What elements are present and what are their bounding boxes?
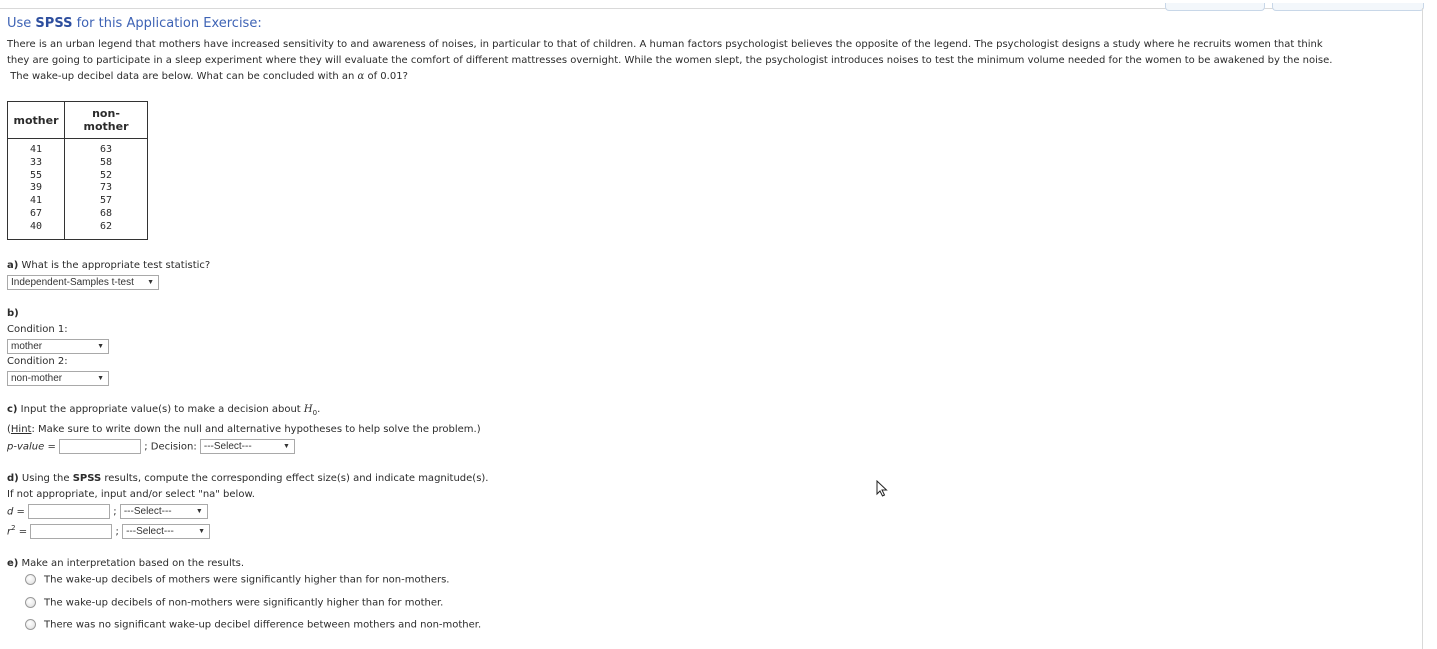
h0-symbol: H xyxy=(303,404,313,415)
hint-text: : Make sure to write down the null and alternative hypotheses to help solve the problem.) xyxy=(31,424,481,435)
question-d-text-bold: SPSS xyxy=(72,473,102,484)
intro-line-3-end: of 0.01? xyxy=(364,71,408,82)
r2-equals: = xyxy=(15,526,28,538)
dropdown-arrow-icon: ▼ xyxy=(97,343,104,350)
question-d-text-pre: Using the xyxy=(18,473,73,484)
radio-button[interactable] xyxy=(25,597,36,608)
col-header-non-mother: non-mother xyxy=(65,102,148,139)
hint-word: Hint xyxy=(10,424,32,435)
d-magnitude-value: ---Select--- xyxy=(123,506,172,517)
question-c xyxy=(7,404,320,417)
question-b-label xyxy=(7,308,19,319)
separator: ; xyxy=(113,506,117,518)
question-e-label: e) xyxy=(7,558,19,569)
question-a-text: What is the appropriate test statistic? xyxy=(18,260,211,271)
condition-2-label: Condition 2: xyxy=(7,356,68,367)
condition-2-select[interactable] xyxy=(7,371,109,386)
test-statistic-value: Independent-Samples t-test xyxy=(11,277,134,288)
heading-bold: SPSS xyxy=(35,16,73,31)
question-b-label-text: b) xyxy=(7,308,19,319)
r2-magnitude-value: ---Select--- xyxy=(126,526,174,537)
top-button-left[interactable] xyxy=(1165,3,1265,11)
question-d-text-post: results, compute the corresponding effect size(s) and indicate magnitude(s). xyxy=(101,473,489,484)
interpretation-option-1[interactable] xyxy=(25,574,450,586)
decision-value: ---Select--- xyxy=(203,441,252,452)
radio-button[interactable] xyxy=(25,574,36,585)
question-content xyxy=(7,14,1412,240)
option-3-label: There was no significant wake-up decibel difference between mothers and non-mother. xyxy=(44,619,482,631)
page-heading xyxy=(7,16,1412,31)
question-a-label: a) xyxy=(7,260,19,271)
condition-2-value: non-mother xyxy=(11,373,63,384)
interpretation-option-2[interactable] xyxy=(25,597,443,609)
d-label: d = xyxy=(7,506,25,518)
heading-pre: Use xyxy=(7,16,36,31)
dropdown-arrow-icon: ▼ xyxy=(147,279,154,286)
non-mother-values: 63 58 52 73 57 68 62 xyxy=(65,139,148,240)
condition-1-label: Condition 1: xyxy=(7,324,68,335)
option-2-label: The wake-up decibels of non-mothers were significantly higher than for mother. xyxy=(44,597,444,609)
r2-label: r xyxy=(7,526,12,538)
decision-label: Decision: xyxy=(147,441,197,453)
d-row xyxy=(7,504,208,519)
condition-2-row xyxy=(7,371,109,386)
r2-magnitude-select[interactable] xyxy=(122,524,210,539)
condition-1-select[interactable] xyxy=(7,339,109,354)
interpretation-option-3[interactable] xyxy=(25,619,481,631)
question-a xyxy=(7,260,210,271)
intro-line-2: they are going to participate in a sleep experiment where they will evaluate the comfort of different mattresses overnight. While the women slept, the psychologist introduces noises to test the minimum volume needed for the women to be awakened by the noise. xyxy=(7,55,1333,66)
d-magnitude-select[interactable] xyxy=(120,504,208,519)
alpha-symbol: α xyxy=(357,71,365,82)
question-e-text: Make an interpretation based on the results. xyxy=(18,558,245,569)
mouse-pointer-icon xyxy=(876,480,888,500)
top-divider xyxy=(0,8,1422,9)
option-1-label: The wake-up decibels of mothers were significantly higher than for non-mothers. xyxy=(44,574,450,586)
question-a-answer xyxy=(7,275,159,290)
h0-period: . xyxy=(317,404,321,415)
question-d-label: d) xyxy=(7,473,19,484)
test-statistic-select[interactable] xyxy=(7,275,159,290)
pvalue-label: p-value = xyxy=(7,441,56,453)
question-d xyxy=(7,473,488,484)
separator: ; xyxy=(115,526,119,538)
top-button-right[interactable] xyxy=(1272,3,1424,11)
col-header-mother: mother xyxy=(8,102,65,139)
separator: ; xyxy=(144,441,148,453)
hint-open-paren: ( xyxy=(7,424,11,435)
condition-1-row xyxy=(7,339,109,354)
question-c-label: c) xyxy=(7,404,18,415)
r2-row xyxy=(7,524,210,539)
dropdown-arrow-icon: ▼ xyxy=(97,375,104,382)
question-d-note: If not appropriate, input and/or select "na" below. xyxy=(7,489,255,500)
dropdown-arrow-icon: ▼ xyxy=(198,528,206,535)
intro-line-1: There is an urban legend that mothers have increased sensitivity to and awareness of noises, in particular to that of children. A human factors psychologist believes the opposite of the legend. The psychologist designs a study where he recruits women that think xyxy=(7,39,1323,50)
mother-values: 41 33 55 39 41 67 40 xyxy=(8,139,65,240)
intro-paragraph xyxy=(7,37,1412,85)
condition-1-value: mother xyxy=(11,341,43,352)
r2-superscript: 2 xyxy=(11,524,16,533)
pvalue-row xyxy=(7,439,295,454)
question-e xyxy=(7,558,244,569)
intro-line-3: The wake-up decibel data are below. What can be concluded with an xyxy=(10,71,358,82)
radio-button[interactable] xyxy=(25,619,36,630)
pvalue-input[interactable] xyxy=(59,439,141,454)
decision-select[interactable] xyxy=(200,439,295,454)
d-input[interactable] xyxy=(28,504,110,519)
question-c-text: Input the appropriate value(s) to make a decision about xyxy=(17,404,304,415)
r2-input[interactable] xyxy=(30,524,112,539)
data-table xyxy=(7,101,148,240)
hint-line xyxy=(7,424,481,435)
h0-subscript: 0 xyxy=(312,409,318,417)
dropdown-arrow-icon: ▼ xyxy=(195,508,203,515)
dropdown-arrow-icon: ▼ xyxy=(282,443,290,450)
right-divider xyxy=(1422,8,1423,649)
heading-post: for this Application Exercise: xyxy=(72,16,262,31)
